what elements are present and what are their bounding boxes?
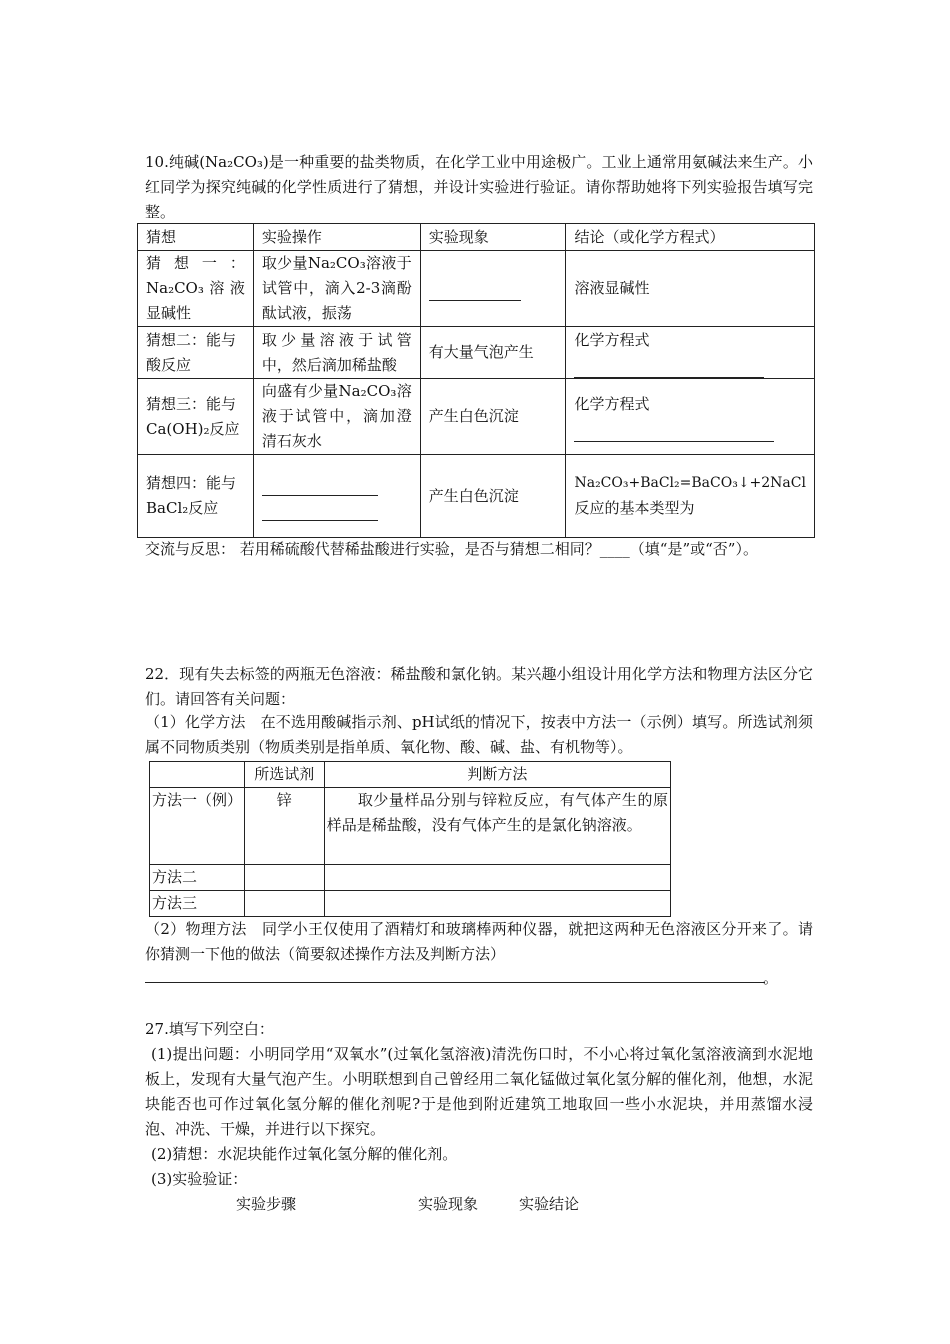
q10-row-4 <box>138 455 815 538</box>
q27-title: 27.填写下列空白： <box>145 1020 274 1038</box>
q22-intro: 22．现有失去标签的两瓶无色溶液：稀盐酸和氯化钠。某兴趣小组设计用化学方法和物理方法区分它们。请回答有关问题： <box>145 665 813 708</box>
q27-header-phenomenon: 实验现象 <box>418 1195 479 1213</box>
q22-reagent-3[interactable] <box>244 891 324 917</box>
q22-method-1: 方法一（例） <box>150 788 245 865</box>
q10-header-phenomenon: 实验现象 <box>420 224 566 251</box>
q22-judge-1: 取少量样品分别与锌粒反应，有气体产生的原样品是稀盐酸，没有气体产生的是氯化钠溶液。 <box>324 788 670 865</box>
q22-method-3: 方法三 <box>150 891 245 917</box>
q10-conclusion-2 <box>566 327 815 379</box>
q22-table <box>149 761 671 917</box>
q10-phenomenon-2: 有大量气泡产生 <box>420 327 566 379</box>
q10-reflection: 交流与反思： 若用稀硫酸代替稀盐酸进行实验，是否与猜想二相同？____（填“是”或“否”）。 <box>145 540 758 558</box>
q10-header-guess: 猜想 <box>138 224 254 251</box>
q10-operation-1: 取少量Na₂CO₃溶液于试管中，滴入2-3滴酚酞试液，振荡 <box>253 251 420 327</box>
q22-header-row <box>150 762 671 788</box>
q10-phenomenon-3: 产生白色沉淀 <box>420 379 566 455</box>
q22-header-judge: 判断方法 <box>324 762 670 788</box>
q22-end-mark: 。 <box>763 969 779 987</box>
q22-judge-3[interactable] <box>324 891 670 917</box>
q10-operation-4[interactable] <box>253 455 420 538</box>
q22-reagent-2[interactable] <box>244 865 324 891</box>
q10-equation-2-blank[interactable] <box>574 359 764 378</box>
q10-conclusion-3-label: 化学方程式 <box>574 394 650 413</box>
q22-method-2: 方法二 <box>150 865 245 891</box>
q27-p3: (3)实验验证： <box>151 1170 248 1188</box>
q10-header-operation: 实验操作 <box>253 224 420 251</box>
q10-conclusion-1: 溶液显碱性 <box>566 251 815 327</box>
q10-guess-3: 猜想三：能与Ca(OH)₂反应 <box>138 379 254 455</box>
q22-part1: （1）化学方法 在不选用酸碱指示剂、pH试纸的情况下，按表中方法一（示例）填写。所选试剂须属不同物质类别（物质类别是指单质、氧化物、酸、碱、盐、有机物等）。 <box>145 713 813 756</box>
q10-row-1 <box>138 251 815 327</box>
q27-header-step: 实验步骤 <box>236 1195 297 1213</box>
q10-operation-3: 向盛有少量Na₂CO₃溶液于试管中，滴加澄清石灰水 <box>253 379 420 455</box>
q10-phenomenon-4: 产生白色沉淀 <box>420 455 566 538</box>
q22-reagent-1: 锌 <box>244 788 324 865</box>
q22-header-reagent: 所选试剂 <box>244 762 324 788</box>
q10-reaction-type-label: 反应的基本类型为 <box>574 499 695 517</box>
q10-row-2 <box>138 327 815 379</box>
q22-row-1 <box>150 788 671 865</box>
q22-header-blank <box>150 762 245 788</box>
q10-conclusion-2-label: 化学方程式 <box>574 330 650 349</box>
q22-row-2 <box>150 865 671 891</box>
q10-equation-4: Na₂CO₃+BaCl₂=BaCO₃↓+2NaCl <box>574 475 806 491</box>
q27-p1: (1)提出问题：小明同学用“双氧水”(过氧化氢溶液)清洗伤口时，不小心将过氧化氢溶液滴到水泥地板上，发现有大量气泡产生。小明联想到自己曾经用二氧化锰做过氧化氢分解的催化剂，他想，水泥块能否也可作过氧化氢分解的催化剂呢?于是他到附近建筑工地取回一些小水泥块，并用蒸馏水浸泡、冲洗、干燥，并进行以下探究。 <box>145 1045 813 1138</box>
q22-part2: （2）物理方法 同学小王仅使用了酒精灯和玻璃棒两种仪器，就把这两种无色溶液区分开来了。请你猜测一下他的做法（简要叙述操作方法及判断方法） <box>145 920 813 963</box>
q22-row-3 <box>150 891 671 917</box>
q10-guess-4: 猜想四：能与BaCl₂反应 <box>138 455 254 538</box>
q22-answer-line[interactable] <box>145 982 765 983</box>
q27-header-conclusion: 实验结论 <box>519 1195 580 1213</box>
q10-intro: 10.纯碱(Na₂CO₃)是一种重要的盐类物质，在化学工业中用途极广。工业上通常用氨碱法来生产。小红同学为探究纯碱的化学性质进行了猜想，并设计实验进行验证。请你帮助她将下列实验报告填写完整。 <box>145 153 813 221</box>
q10-guess-2: 猜想二：能与酸反应 <box>138 327 254 379</box>
q10-conclusion-3 <box>566 379 815 455</box>
q10-operation-4-blank-b[interactable] <box>262 502 378 521</box>
q10-guess-1: 猜想一：Na₂CO₃溶液显碱性 <box>138 251 254 327</box>
q10-header-conclusion: 结论（或化学方程式） <box>566 224 815 251</box>
q10-operation-4-blank-a[interactable] <box>262 477 378 496</box>
q10-conclusion-4 <box>566 455 815 538</box>
q10-table <box>137 223 815 538</box>
q22-judge-2[interactable] <box>324 865 670 891</box>
q10-header-row <box>138 224 815 251</box>
q10-row-3 <box>138 379 815 455</box>
q10-equation-3-blank[interactable] <box>574 423 774 442</box>
q10-phenomenon-1-blank[interactable] <box>429 282 521 301</box>
q10-operation-2: 取少量溶液于试管中，然后滴加稀盐酸 <box>253 327 420 379</box>
q10-phenomenon-1[interactable] <box>420 251 566 327</box>
q27-p2: (2)猜想：水泥块能作过氧化氢分解的催化剂。 <box>151 1145 458 1163</box>
